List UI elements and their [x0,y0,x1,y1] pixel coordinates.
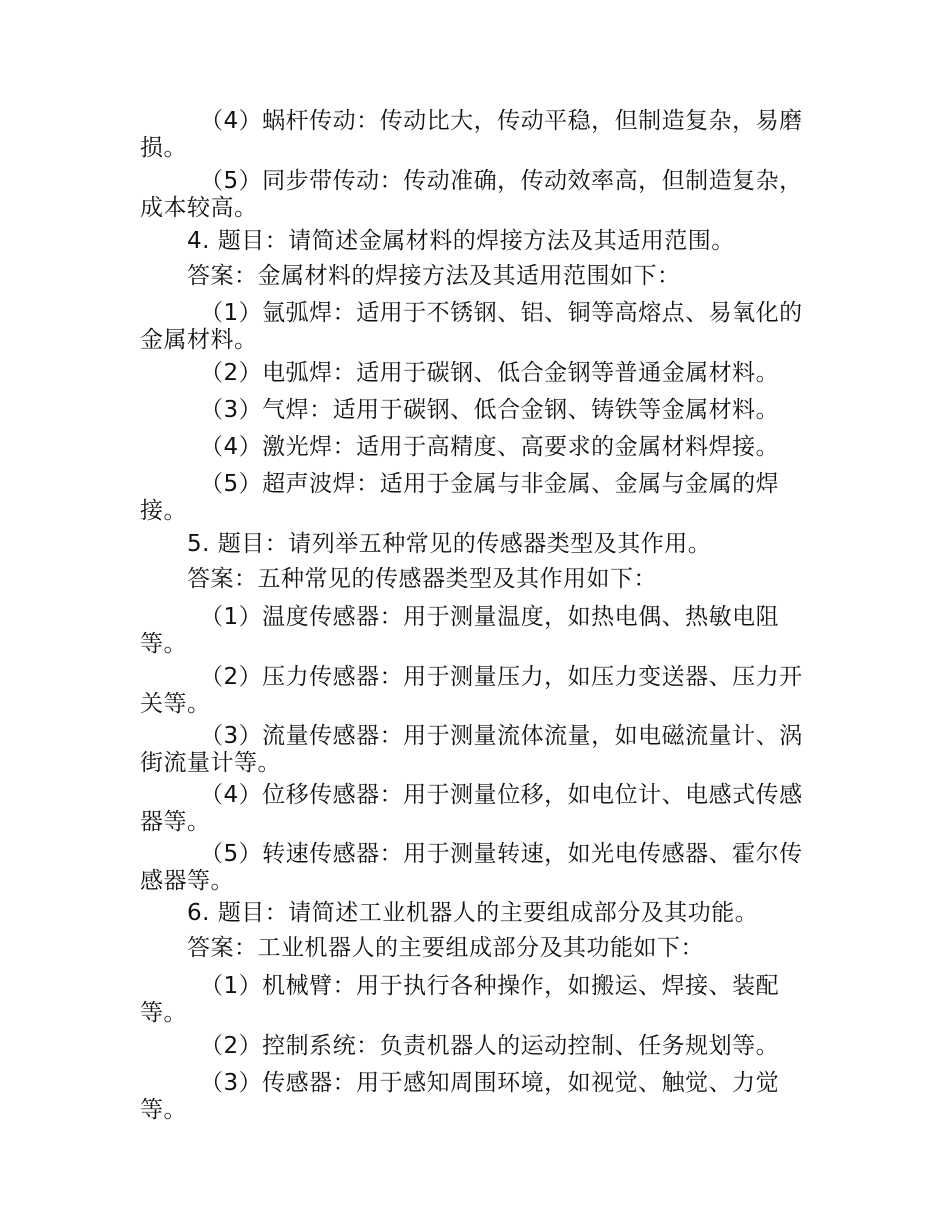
answer-item-displacement-sensor: （4）位移传感器：用于测量位移，如电位计、电感式传感器等。 [140,782,803,835]
answer-item-robot-arm: （1）机械臂：用于执行各种操作，如搬运、焊接、装配等。 [140,973,780,1026]
answer-5-intro: 答案：五种常见的传感器类型及其作用如下： [187,566,657,592]
answer-item-temperature-sensor: （1）温度传感器：用于测量温度，如热电偶、热敏电阻等。 [140,604,780,657]
answer-item-control-system: （2）控制系统：负责机器人的运动控制、任务规划等。 [200,1033,780,1059]
answer-4-intro: 答案：金属材料的焊接方法及其适用范围如下： [187,263,681,289]
answer-item-speed-sensor: （5）转速传感器：用于测量转速，如光电传感器、霍尔传感器等。 [140,841,803,894]
answer-item-gas-welding: （3）气焊：适用于碳钢、低合金钢、铸铁等金属材料。 [200,397,780,423]
answer-item-worm-gear: （4）蜗杆传动：传动比大，传动平稳，但制造复杂，易磨损。 [140,108,803,161]
answer-6-intro: 答案：工业机器人的主要组成部分及其功能如下： [187,935,704,961]
question-5: 5. 题目：请列举五种常见的传感器类型及其作用。 [187,531,712,557]
question-4: 4. 题目：请简述金属材料的焊接方法及其适用范围。 [187,228,735,254]
question-6: 6. 题目：请简述工业机器人的主要组成部分及其功能。 [187,900,759,926]
answer-item-arc-welding: （2）电弧焊：适用于碳钢、低合金钢等普通金属材料。 [200,360,780,386]
answer-item-robot-sensor: （3）传感器：用于感知周围环境，如视觉、触觉、力觉等。 [140,1070,780,1123]
answer-item-laser-welding: （4）激光焊：适用于高精度、高要求的金属材料焊接。 [200,434,780,460]
answer-item-flow-sensor: （3）流量传感器：用于测量流体流量，如电磁流量计、涡街流量计等。 [140,723,803,776]
answer-item-ultrasonic-welding: （5）超声波焊：适用于金属与非金属、金属与金属的焊接。 [140,471,780,524]
answer-item-argon-arc: （1）氩弧焊：适用于不锈钢、铝、铜等高熔点、易氧化的金属材料。 [140,300,803,353]
answer-item-timing-belt: （5）同步带传动：传动准确，传动效率高，但制造复杂，成本较高。 [140,168,803,221]
answer-item-pressure-sensor: （2）压力传感器：用于测量压力，如压力变送器、压力开关等。 [140,664,803,717]
